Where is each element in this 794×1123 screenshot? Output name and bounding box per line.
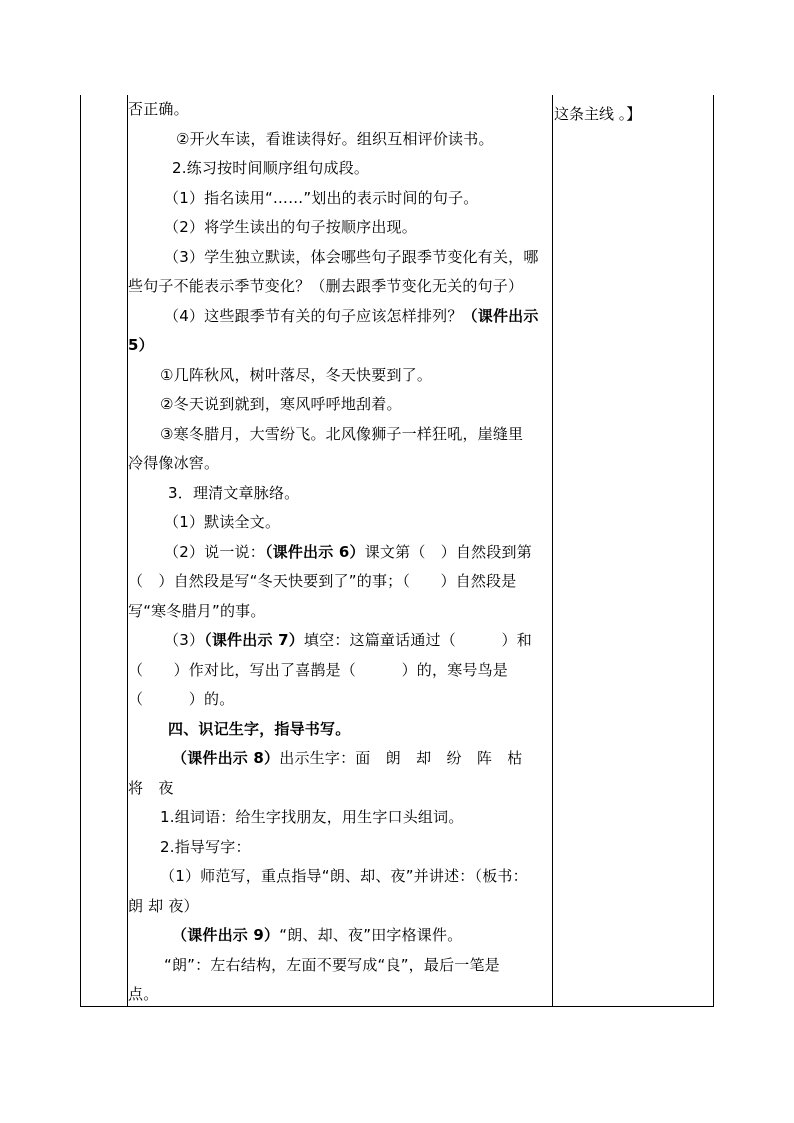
text-line [128,567,552,597]
text-line [128,95,552,125]
line-text: ①几阵秋风，树叶落尽，冬天快要到了。 [160,365,433,384]
line-text: （3） [164,631,205,649]
table-border-left [80,95,81,1007]
text-line [128,774,552,804]
line-text: 否正确。 [128,100,189,118]
text-line [128,449,552,479]
line-text-after: “朗、却、夜”田字格课件。 [279,926,463,944]
line-text-after: 出示生字：面 朗 却 纷 阵 枯 [279,749,523,767]
text-line [128,685,552,715]
side-note: 这条主线 。】 [554,105,642,123]
text-line [128,508,552,538]
line-text-after: 课文第（ ）自然段到第 [364,542,532,561]
text-line [128,626,552,656]
line-text: （ ）作对比，写出了喜鹊是（ ）的，寒号鸟是 [128,660,509,679]
line-text: ②冬天说到就到，寒风呼呼地刮着。 [160,395,402,413]
line-text: 将 夜 [128,778,174,797]
courseware-ref: （课件出示 8） [172,749,280,767]
text-line [128,272,552,302]
text-line [128,833,552,863]
text-line [128,125,552,155]
text-line [128,597,552,627]
line-text: （2）将学生读出的句子按顺序出现。 [164,218,417,236]
table-border-col2 [552,95,553,1007]
text-line [128,213,552,243]
line-text: 2.指导写字： [160,837,251,856]
line-text: 2.练习按时间顺序组句成段。 [172,159,370,177]
line-text: （ ）自然段是写“冬天快要到了”的事；（ ）自然段是 [128,572,517,590]
line-text: 冷得像冰窖。 [128,454,220,472]
line-text: （1）指名读用“……”划出的表示时间的句子。 [164,188,479,207]
line-text: 四、识记生字，指导书写。 [168,719,351,738]
text-line [128,243,552,273]
text-line [128,892,552,922]
line-text: （ ）的。 [128,690,235,708]
line-text: （3）学生独立默读，体会哪些句子跟季节变化有关，哪 [164,247,539,266]
text-line [128,656,552,686]
courseware-ref: （课件出示 [462,306,539,325]
line-text: （4）这些跟季节有关的句子应该怎样排列？ [164,306,463,325]
line-text: 3．理清文章脉络。 [168,483,300,502]
line-text-after: 填空：这篇童话通过（ ）和 [303,631,532,649]
line-text: 5） [128,336,154,354]
text-line [128,803,552,833]
line-text: 1.组词语：给生字找朋友，用生字口头组词。 [160,808,464,826]
text-line [128,744,552,774]
text-line [128,420,552,450]
courseware-ref: （课件出示 7） [204,631,304,649]
line-text: （1）师范写，重点指导“朗、却、夜”并讲述：（板书： [160,867,528,885]
line-text: “朗”：左右结构，左面不要写成“良”，最后一笔是 [164,955,500,974]
line-text: （2）说一说： [164,542,265,561]
text-line [128,479,552,509]
line-text: 点。 [128,985,159,1003]
text-line [128,951,552,981]
text-line [128,302,552,332]
text-line [128,538,552,568]
text-line [128,184,552,214]
text-line [128,921,552,951]
line-text: （1）默读全文。 [164,513,281,531]
text-line [128,361,552,391]
text-line [128,980,552,1010]
courseware-ref: （课件出示 6） [264,542,365,561]
text-line [128,331,552,361]
line-text: 些句子不能表示季节变化？（删去跟季节变化无关的句子） [128,277,524,295]
text-line [128,715,552,745]
courseware-ref: （课件出示 9） [172,926,280,944]
text-line [128,390,552,420]
lesson-plan-text [128,95,552,1010]
table-border-right [713,95,714,1007]
line-text: 写“寒冬腊月”的事。 [128,601,266,620]
line-text: ③寒冬腊月，大雪纷飞。北风像狮子一样狂吼，崖缝里 [160,424,524,443]
text-line [128,154,552,184]
line-text: 朗 却 夜） [128,896,199,915]
line-text: ②开火车读，看谁读得好。组织互相评价读书。 [176,129,494,148]
text-line [128,862,552,892]
